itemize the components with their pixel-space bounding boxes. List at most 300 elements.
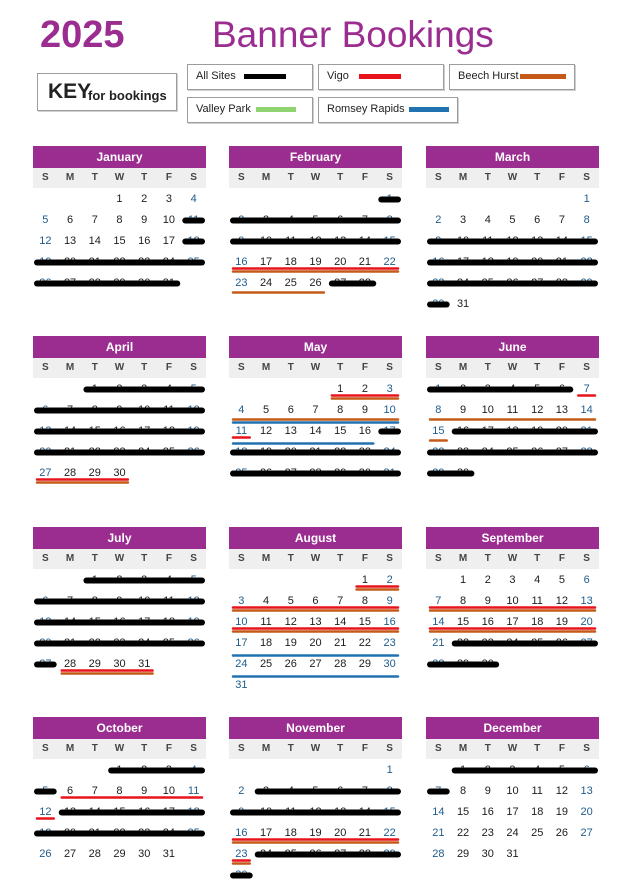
day-cell: 28 <box>88 848 101 860</box>
day-cell: 30 <box>432 298 445 310</box>
weekday-label: F <box>165 362 172 373</box>
day-cell: 29 <box>88 467 101 479</box>
weekday-label: W <box>310 172 321 183</box>
day-cell: 1 <box>386 193 393 205</box>
day-cell: 16 <box>358 425 372 437</box>
day-cell: 29 <box>358 658 372 670</box>
day-cell: 29 <box>456 848 470 860</box>
legend-all-sites <box>187 64 313 90</box>
day-cell: 2 <box>484 574 491 586</box>
month-day-grid <box>426 760 599 865</box>
day-cell: 7 <box>312 404 319 416</box>
day-cell: 10 <box>162 214 176 226</box>
day-cell: 25 <box>187 827 200 839</box>
day-cell: 26 <box>259 467 273 479</box>
day-cell: 17 <box>456 256 470 268</box>
day-cell: 22 <box>383 827 396 839</box>
legend-romsey-rapids <box>318 97 458 123</box>
day-cell: 5 <box>509 214 516 226</box>
empty-cell <box>328 760 353 781</box>
day-cell: 2 <box>141 193 148 205</box>
weekday-label: S <box>190 172 197 183</box>
day-cell: 17 <box>506 616 519 628</box>
day-cell: 2 <box>460 383 467 395</box>
month-day-grid <box>33 570 206 675</box>
day-cell: 15 <box>456 806 470 818</box>
day-cell: 16 <box>383 616 396 628</box>
day-cell: 13 <box>39 425 52 437</box>
empty-cell <box>451 189 476 210</box>
day-cell: 18 <box>284 827 297 839</box>
day-cell: 21 <box>358 827 372 839</box>
weekday-label: M <box>65 743 75 754</box>
day-cell: 19 <box>187 616 200 628</box>
day-cell: 10 <box>138 404 151 416</box>
weekday-label: W <box>114 362 125 373</box>
day-cell: 4 <box>484 214 491 226</box>
day-cell: 4 <box>534 764 541 776</box>
weekday-label: S <box>386 172 393 183</box>
day-cell: 8 <box>337 404 344 416</box>
calendar-month <box>229 717 402 886</box>
day-cell: 16 <box>456 425 470 437</box>
weekday-label: M <box>458 743 468 754</box>
weekday-label: F <box>361 743 368 754</box>
day-cell: 28 <box>432 848 445 860</box>
year-title: 2025 <box>40 14 125 56</box>
day-cell: 22 <box>358 637 372 649</box>
calendar-month <box>426 717 599 865</box>
day-cell: 25 <box>162 446 176 458</box>
weekday-label: W <box>507 362 518 373</box>
empty-cell <box>254 760 279 781</box>
day-cell: 28 <box>358 848 372 860</box>
weekday-label: S <box>238 172 245 183</box>
day-cell: 7 <box>361 214 368 226</box>
month-day-grid <box>426 379 599 484</box>
day-cell: 10 <box>506 785 519 797</box>
day-cell: 22 <box>88 446 101 458</box>
day-cell: 15 <box>113 806 126 818</box>
day-cell: 3 <box>263 785 270 797</box>
day-cell: 19 <box>259 446 273 458</box>
day-cell: 2 <box>116 383 123 395</box>
day-cell: 9 <box>141 785 148 797</box>
day-cell: 19 <box>555 806 569 818</box>
day-cell: 7 <box>91 214 98 226</box>
day-cell: 27 <box>63 277 77 289</box>
day-cell: 23 <box>235 848 248 860</box>
day-cell: 2 <box>238 214 245 226</box>
weekday-label: T <box>534 553 541 564</box>
day-cell: 24 <box>259 277 273 289</box>
day-cell: 31 <box>235 679 248 691</box>
day-cell: 14 <box>63 616 77 628</box>
day-cell: 9 <box>238 806 245 818</box>
day-cell: 9 <box>361 404 368 416</box>
empty-cell <box>82 189 107 210</box>
weekday-label: W <box>310 553 321 564</box>
day-cell: 2 <box>435 214 442 226</box>
day-cell: 18 <box>531 806 544 818</box>
day-cell: 11 <box>506 404 519 416</box>
day-cell: 26 <box>555 827 569 839</box>
day-cell: 30 <box>138 848 151 860</box>
day-cell: 15 <box>456 616 470 628</box>
day-cell: 6 <box>287 404 294 416</box>
day-cell: 25 <box>259 658 273 670</box>
day-cell: 30 <box>383 658 396 670</box>
weekday-label: W <box>310 362 321 373</box>
day-cell: 22 <box>113 827 126 839</box>
month-day-grid <box>426 570 599 675</box>
day-cell: 12 <box>309 806 322 818</box>
day-cell: 4 <box>534 574 541 586</box>
day-cell: 29 <box>432 467 445 479</box>
day-cell: 3 <box>509 574 516 586</box>
weekday-label: F <box>165 553 172 564</box>
day-cell: 8 <box>361 595 368 607</box>
day-cell: 20 <box>309 637 322 649</box>
day-cell: 5 <box>287 595 294 607</box>
day-cell: 31 <box>162 277 176 289</box>
day-cell: 23 <box>456 446 470 458</box>
day-cell: 2 <box>141 764 148 776</box>
day-cell: 12 <box>187 595 200 607</box>
day-cell: 7 <box>337 595 344 607</box>
day-cell: 8 <box>116 785 123 797</box>
weekday-label: S <box>386 362 393 373</box>
empty-cell <box>58 570 83 591</box>
day-cell: 18 <box>506 425 519 437</box>
day-cell: 29 <box>383 848 396 860</box>
day-cell: 26 <box>187 446 200 458</box>
day-cell: 1 <box>460 764 467 776</box>
day-cell: 17 <box>383 425 396 437</box>
month-day-grid <box>229 760 402 886</box>
weekday-label: W <box>114 172 125 183</box>
day-cell: 29 <box>113 277 126 289</box>
calendar-month <box>33 717 206 865</box>
day-cell: 28 <box>63 467 77 479</box>
empty-cell <box>33 189 58 210</box>
day-cell: 12 <box>555 595 569 607</box>
day-cell: 4 <box>263 595 270 607</box>
month-day-grid <box>33 760 206 865</box>
day-cell: 25 <box>531 827 544 839</box>
day-cell: 1 <box>91 383 98 395</box>
day-cell: 4 <box>287 214 294 226</box>
day-cell: 25 <box>284 277 297 289</box>
legend-swatch <box>520 74 566 79</box>
month-day-grid <box>229 189 402 294</box>
weekday-label: M <box>65 172 75 183</box>
day-cell: 9 <box>460 404 467 416</box>
day-cell: 21 <box>555 256 569 268</box>
weekday-label: T <box>141 172 148 183</box>
day-cell: 21 <box>309 446 322 458</box>
weekday-label: S <box>435 553 442 564</box>
day-cell: 15 <box>88 425 101 437</box>
empty-cell <box>426 189 451 210</box>
month-header: December <box>426 717 599 739</box>
day-cell: 13 <box>555 404 569 416</box>
legend-label: Valley Park <box>196 103 251 115</box>
day-cell: 8 <box>386 214 393 226</box>
day-cell: 4 <box>238 404 245 416</box>
day-cell: 1 <box>116 193 123 205</box>
day-cell: 5 <box>190 383 197 395</box>
day-cell: 4 <box>190 193 197 205</box>
day-cell: 13 <box>531 235 544 247</box>
weekday-label: T <box>91 172 98 183</box>
day-cell: 8 <box>435 404 442 416</box>
weekday-label: S <box>583 172 590 183</box>
day-cell: 27 <box>39 467 52 479</box>
day-cell: 17 <box>481 425 494 437</box>
day-cell: 7 <box>435 595 442 607</box>
day-cell: 22 <box>383 256 396 268</box>
weekday-label: T <box>337 553 344 564</box>
day-cell: 13 <box>580 785 593 797</box>
day-cell: 9 <box>484 785 491 797</box>
day-cell: 5 <box>534 383 541 395</box>
calendar-month <box>229 146 402 294</box>
day-cell: 11 <box>187 785 200 797</box>
day-cell: 12 <box>555 785 569 797</box>
day-cell: 3 <box>386 383 393 395</box>
day-cell: 28 <box>88 277 101 289</box>
day-cell: 22 <box>456 827 470 839</box>
day-cell: 6 <box>583 764 590 776</box>
day-cell: 28 <box>358 277 372 289</box>
day-cell: 8 <box>460 785 467 797</box>
day-cell: 16 <box>481 806 494 818</box>
day-cell: 27 <box>580 827 593 839</box>
day-cell: 26 <box>309 277 322 289</box>
day-cell: 10 <box>162 785 176 797</box>
day-cell: 28 <box>580 446 593 458</box>
empty-cell <box>58 189 83 210</box>
day-cell: 3 <box>484 383 491 395</box>
day-cell: 17 <box>259 827 273 839</box>
month-day-grid <box>229 570 402 696</box>
day-cell: 16 <box>235 256 248 268</box>
weekday-label: M <box>261 362 271 373</box>
day-cell: 8 <box>583 214 590 226</box>
day-cell: 16 <box>481 616 494 628</box>
day-cell: 20 <box>334 827 347 839</box>
empty-cell <box>229 760 254 781</box>
weekday-label: M <box>65 362 75 373</box>
day-cell: 18 <box>284 256 297 268</box>
calendar-month <box>33 527 206 675</box>
weekday-label: T <box>534 362 541 373</box>
day-cell: 28 <box>334 658 347 670</box>
legend-swatch <box>359 74 401 79</box>
day-cell: 3 <box>165 764 172 776</box>
day-cell: 20 <box>580 616 593 628</box>
month-header: June <box>426 336 599 358</box>
day-cell: 30 <box>481 848 494 860</box>
day-cell: 5 <box>190 574 197 586</box>
day-cell: 14 <box>432 616 445 628</box>
day-cell: 9 <box>116 404 123 416</box>
day-cell: 23 <box>113 446 126 458</box>
day-cell: 16 <box>138 235 151 247</box>
day-cell: 9 <box>116 595 123 607</box>
calendar-month <box>33 336 206 484</box>
month-header: August <box>229 527 402 549</box>
day-cell: 30 <box>113 658 126 670</box>
day-cell: 6 <box>42 404 49 416</box>
day-cell: 26 <box>531 446 544 458</box>
day-cell: 21 <box>88 256 101 268</box>
day-cell: 1 <box>337 383 344 395</box>
day-cell: 10 <box>259 235 273 247</box>
weekday-label: T <box>141 553 148 564</box>
day-cell: 24 <box>259 848 273 860</box>
day-cell: 30 <box>456 467 470 479</box>
weekday-label: F <box>558 743 565 754</box>
day-cell: 15 <box>358 616 372 628</box>
day-cell: 31 <box>506 848 519 860</box>
day-cell: 16 <box>432 256 445 268</box>
day-cell: 3 <box>141 383 148 395</box>
empty-cell <box>254 189 279 210</box>
day-cell: 21 <box>88 827 101 839</box>
day-cell: 12 <box>39 806 52 818</box>
day-cell: 13 <box>63 235 77 247</box>
day-cell: 18 <box>531 616 544 628</box>
empty-cell <box>303 379 328 400</box>
day-cell: 13 <box>334 806 347 818</box>
empty-cell <box>82 760 107 781</box>
day-cell: 10 <box>138 595 151 607</box>
day-cell: 24 <box>138 637 151 649</box>
day-cell: 26 <box>284 658 297 670</box>
empty-cell <box>426 760 451 781</box>
day-cell: 16 <box>138 806 151 818</box>
day-cell: 25 <box>235 467 248 479</box>
weekday-label: T <box>534 172 541 183</box>
empty-cell <box>33 379 58 400</box>
weekday-label: W <box>507 172 518 183</box>
weekday-label: F <box>165 743 172 754</box>
day-cell: 30 <box>138 277 151 289</box>
day-cell: 1 <box>91 574 98 586</box>
weekday-label: T <box>91 362 98 373</box>
weekday-label: T <box>287 172 294 183</box>
empty-cell <box>278 760 303 781</box>
day-cell: 4 <box>287 785 294 797</box>
day-cell: 27 <box>309 658 322 670</box>
day-cell: 23 <box>138 256 151 268</box>
month-header: July <box>33 527 206 549</box>
weekday-label: F <box>558 362 565 373</box>
day-cell: 6 <box>67 785 74 797</box>
weekday-label: W <box>507 553 518 564</box>
calendar-month <box>426 146 599 315</box>
weekday-label: F <box>361 172 368 183</box>
day-cell: 17 <box>259 256 273 268</box>
day-cell: 4 <box>165 574 172 586</box>
day-cell: 20 <box>63 256 77 268</box>
day-cell: 12 <box>309 235 322 247</box>
day-cell: 7 <box>361 785 368 797</box>
day-cell: 18 <box>481 256 494 268</box>
day-cell: 11 <box>531 785 543 797</box>
day-cell: 11 <box>163 404 175 416</box>
key-sublabel: for bookings <box>88 88 167 103</box>
day-cell: 11 <box>531 595 543 607</box>
day-cell: 19 <box>284 637 297 649</box>
day-cell: 3 <box>460 214 467 226</box>
month-header: March <box>426 146 599 168</box>
day-cell: 23 <box>432 277 445 289</box>
day-cell: 25 <box>531 637 544 649</box>
day-cell: 25 <box>187 256 200 268</box>
day-cell: 26 <box>309 848 322 860</box>
day-cell: 23 <box>383 637 396 649</box>
day-cell: 24 <box>506 637 519 649</box>
day-cell: 24 <box>481 446 494 458</box>
day-cell: 6 <box>583 574 590 586</box>
day-cell: 16 <box>113 616 126 628</box>
month-day-grid <box>229 379 402 484</box>
day-cell: 4 <box>165 383 172 395</box>
day-cell: 14 <box>358 235 372 247</box>
day-cell: 10 <box>506 595 519 607</box>
weekday-label: S <box>583 743 590 754</box>
day-cell: 4 <box>509 383 516 395</box>
weekday-label: T <box>337 743 344 754</box>
weekday-label: M <box>261 743 271 754</box>
day-cell: 7 <box>583 383 590 395</box>
empty-cell <box>303 570 328 591</box>
key-label-box <box>37 73 177 111</box>
day-cell: 18 <box>187 806 200 818</box>
calendar-month <box>426 527 599 675</box>
weekday-label: T <box>337 172 344 183</box>
day-cell: 25 <box>284 848 297 860</box>
day-cell: 27 <box>63 848 77 860</box>
day-cell: 24 <box>506 827 519 839</box>
day-cell: 27 <box>531 277 544 289</box>
day-cell: 22 <box>432 446 445 458</box>
day-cell: 15 <box>580 235 593 247</box>
day-cell: 3 <box>263 214 270 226</box>
day-cell: 10 <box>481 404 494 416</box>
weekday-label: S <box>190 362 197 373</box>
day-cell: 3 <box>141 574 148 586</box>
day-cell: 23 <box>138 827 151 839</box>
weekday-label: F <box>558 553 565 564</box>
day-cell: 6 <box>67 214 74 226</box>
day-cell: 8 <box>116 214 123 226</box>
month-day-grid <box>33 379 206 484</box>
day-cell: 12 <box>531 404 544 416</box>
day-cell: 26 <box>506 277 519 289</box>
legend-label: Beech Hurst <box>458 70 519 82</box>
calendar-month <box>33 146 206 294</box>
day-cell: 20 <box>334 256 347 268</box>
day-cell: 27 <box>580 637 593 649</box>
day-cell: 8 <box>386 785 393 797</box>
weekday-label: T <box>484 743 491 754</box>
day-cell: 12 <box>259 425 273 437</box>
weekday-label: S <box>583 362 590 373</box>
